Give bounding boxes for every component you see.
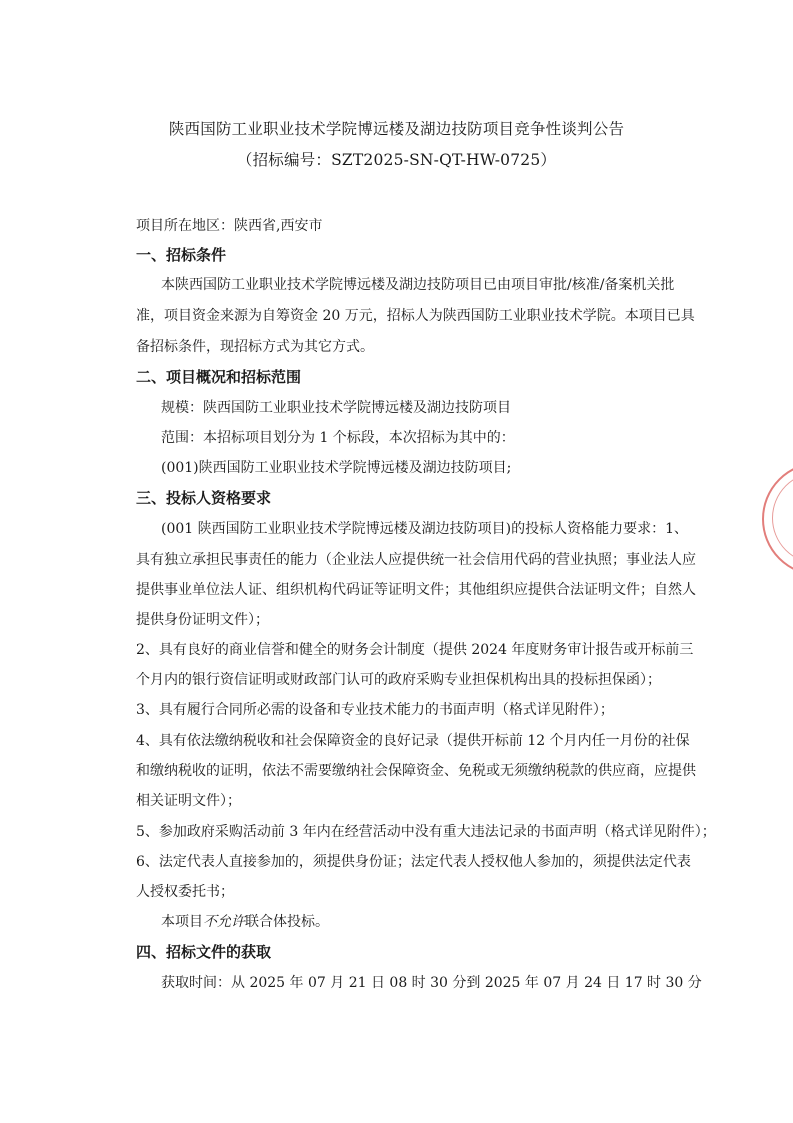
section-3-text-line: 和缴纳税收的证明，依法不需要缴纳社会保障资金、免税或无须缴纳税款的供应商，应提供 [136,763,696,779]
section-1-text-line: 准，项目资金来源为自筹资金 20 万元，招标人为陕西国防工业职业技术学院。本项目已具 [136,308,695,324]
section-3-text-line: 提供事业单位法人证、组织机构代码证等证明文件；其他组织应提供合法证明文件；自然人 [136,582,696,598]
official-seal-stamp [762,462,793,576]
section-3-text-line: 人授权委托书； [136,884,234,900]
section-3-text-line: (001 陕西国防工业职业技术学院博远楼及湖边技防项目)的投标人资格能力要求：1、 [161,521,689,537]
section-3-text-line: 2、具有良好的商业信誉和健全的财务会计制度（提供 2024 年度财务审计报告或开标前三 [136,642,694,658]
section-3-text-line: 5、参加政府采购活动前 3 年内在经营活动中没有重大违法记录的书面声明（格式详见附件）； [136,824,716,840]
acquisition-time: 获取时间：从 2025 年 07 月 21 日 08 时 30 分到 2025 年 07 月 24 日 17 时 30 分 [161,975,702,991]
bid-number: （招标编号：SZT2025-SN-QT-HW-0725） [236,151,557,169]
page-title: 陕西国防工业职业技术学院博远楼及湖边技防项目竞争性谈判公告 [168,120,625,138]
project-region: 项目所在地区：陕西省,西安市 [136,218,323,234]
section-2-scale: 规模：陕西国防工业职业技术学院博远楼及湖边技防项目 [161,400,511,416]
section-3-text-line: 具有独立承担民事责任的能力（企业法人应提供统一社会信用代码的营业执照；事业法人应 [136,552,696,568]
joint-bid-prefix: 本项目 [161,914,203,930]
section-2-lot: (001)陕西国防工业职业技术学院博远楼及湖边技防项目; [161,460,512,476]
joint-bid-suffix: 联合体投标。 [245,914,329,930]
section-3-heading: 三、投标人资格要求 [136,489,272,507]
section-3-text-line: 提供身份证明文件）； [136,612,269,628]
section-2-heading: 二、项目概况和招标范围 [136,368,302,386]
section-3-text-line: 个月内的银行资信证明或财政部门认可的政府采购专业担保机构出具的投标担保函）； [136,672,661,688]
section-1-text-line: 本陕西国防工业职业技术学院博远楼及湖边技防项目已由项目审批/核准/备案机关批 [161,277,675,293]
section-1-text-line: 备招标条件，现招标方式为其它方式。 [136,339,374,355]
joint-bid-emphasis: 不允许 [203,914,245,930]
joint-bid-note [161,912,691,932]
section-1-heading: 一、招标条件 [136,246,227,264]
section-2-scope: 范围：本招标项目划分为 1 个标段，本次招标为其中的： [161,430,515,446]
section-3-text-line: 4、具有依法缴纳税收和社会保障资金的良好记录（提供开标前 12 个月内任一月份的社保 [136,733,690,749]
section-3-text-line: 6、法定代表人直接参加的，须提供身份证；法定代表人授权他人参加的，须提供法定代表 [136,854,691,870]
official-seal-inner-ring [772,472,793,564]
section-4-heading: 四、招标文件的获取 [136,943,272,961]
section-3-text-line: 相关证明文件）； [136,793,241,809]
section-3-text-line: 3、具有履行合同所必需的设备和专业技术能力的书面声明（格式详见附件）； [136,702,614,718]
